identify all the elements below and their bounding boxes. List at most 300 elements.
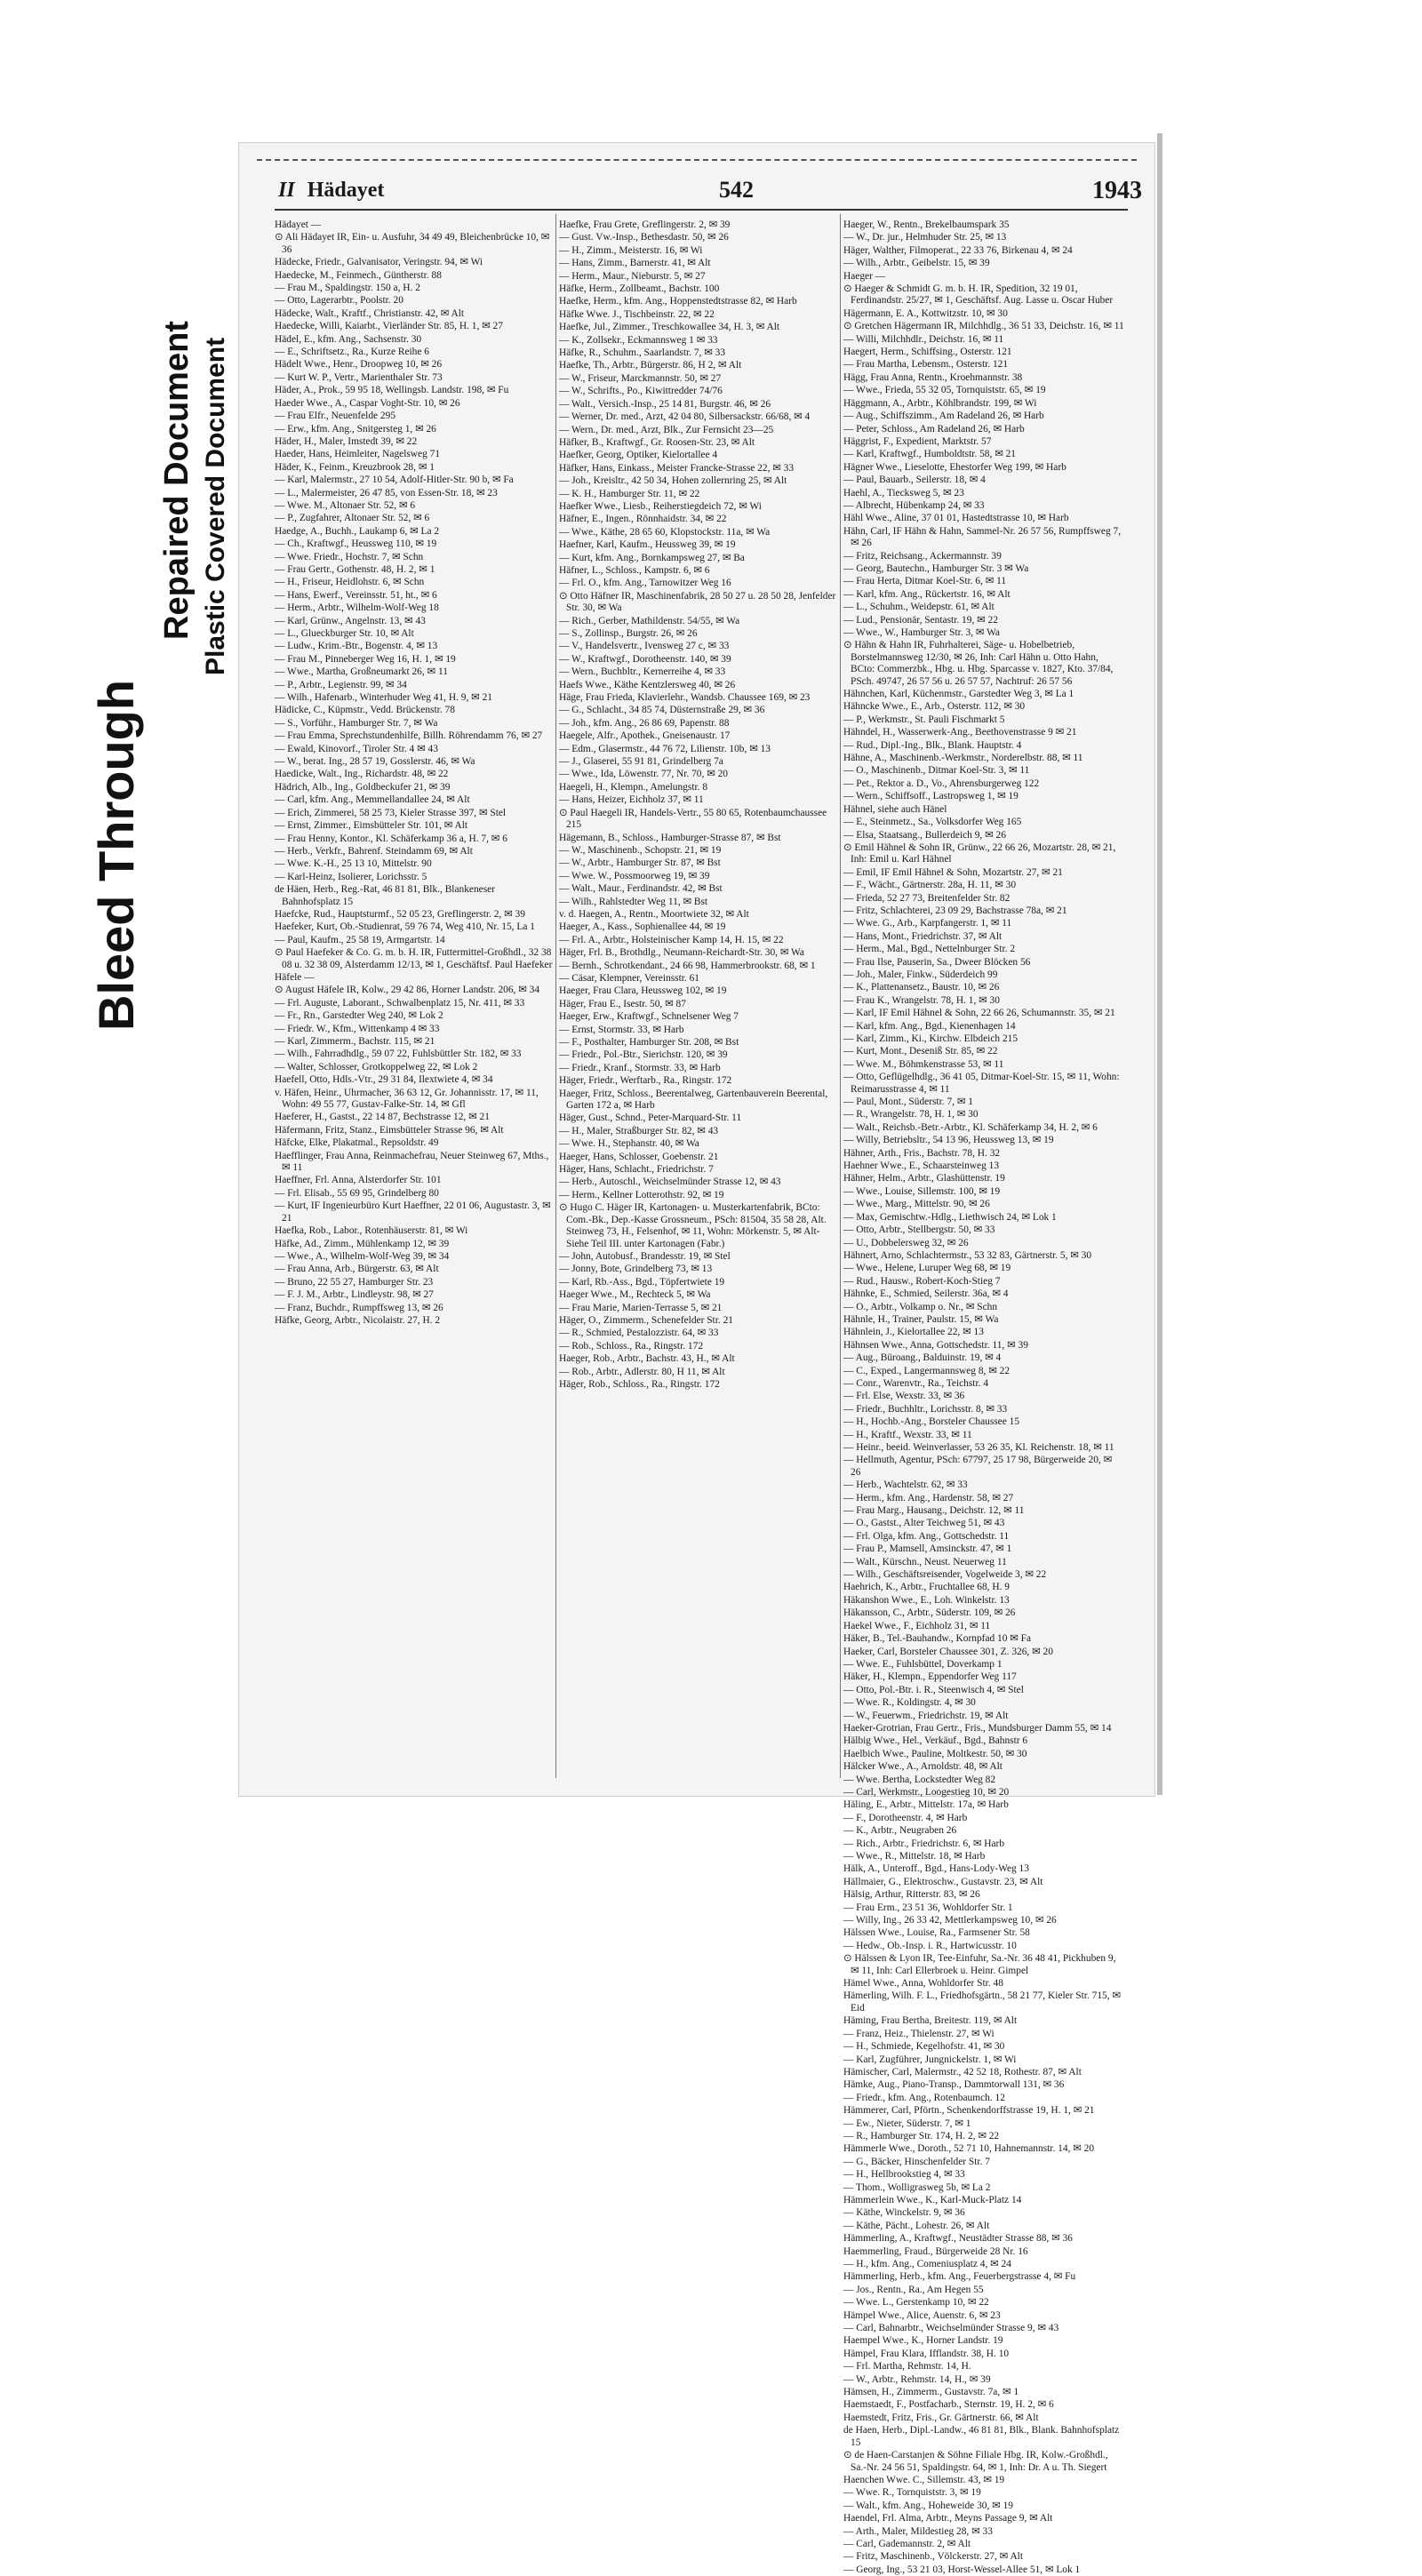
directory-entry: — Ewald, Kinovorf., Tiroler Str. 4 ✉ 43 [275,743,438,754]
directory-entry: — John, Autobusf., Brandesstr. 19, ✉ Stel [559,1250,731,1262]
directory-entry: — Georg, Ing., 53 21 03, Horst-Wessel-Allee 51, ✉ Lok 1 [843,2564,1081,2575]
directory-entry: Häkansson, C., Arbtr., Süderstr. 109, ✉ 26 [843,1607,1016,1619]
directory-entry: — W., Maschinenb., Schopstr. 21, ✉ 19 [559,844,722,856]
directory-entry: Häge, Frau Frieda, Klavierlehr., Wandsb. Chaussee 169, ✉ 23 [559,692,811,704]
directory-entry: Haefke, Herm., kfm. Ang., Hoppenstedtstrasse 82, ✉ Harb [559,296,797,307]
directory-entry: — Hans, Heizer, Eichholz 37, ✉ 11 [559,794,704,806]
directory-entry: Hähn, Carl, IF Hähn & Hahn, Sammel-Nr. 26 57 56, Rumpffsweg 7, ✉ 26 [843,525,1122,549]
directory-entry: Haeger, Rob., Arbtr., Bachstr. 43, H., ✉ Alt [559,1353,735,1365]
directory-entry: Haedicke, Walt., Ing., Richardstr. 48, ✉ 22 [275,769,449,780]
directory-entry: Haegeli, H., Klempn., Amelungstr. 8 [559,781,708,793]
directory-entry: — Paul, Bauarb., Seilerstr. 18, ✉ 4 [843,475,986,486]
directory-entry: — H., Friseur, Heidlohstr. 6, ✉ Schn [275,577,425,588]
directory-entry: — Wwe. H., Stephanstr. 40, ✉ Wa [559,1138,699,1150]
directory-entry: — Wilh., Arbtr., Geibelstr. 15, ✉ 39 [843,258,990,269]
directory-entry: Haemmerling, Fraud., Bürgerweide 28 Nr. 16 [843,2245,1028,2257]
directory-entry: Haefke, Jul., Zimmer., Treschkowallee 34, H. 3, ✉ Alt [559,322,780,333]
directory-entry: — H., Schmiede, Kegelhofstr. 41, ✉ 30 [843,2041,1005,2053]
directory-entry: — Frl. Auguste, Laborant., Schwalbenplatz 15, Nr. 411, ✉ 33 [275,997,525,1009]
directory-entry: — Joh., Kreisltr., 42 50 34, Hohen zollernring 25, ✉ Alt [559,475,787,487]
directory-entry: Häger, Frau E., Isestr. 50, ✉ 87 [559,998,686,1009]
directory-entry: — Kurt, kfm. Ang., Bornkampsweg 27, ✉ Ba [559,552,745,563]
directory-entry: — Friedr. W., Kfm., Wittenkamp 4 ✉ 33 [275,1023,440,1034]
directory-entry: Haefs Wwe., Käthe Kentzlersweg 40, ✉ 26 [559,679,736,690]
directory-entry: — Bernh., Schrotkendant., 24 66 98, Hammerbrookstr. 68, ✉ 1 [559,960,816,971]
directory-entry: — Wwe. Friedr., Hochstr. 7, ✉ Schn [275,551,424,562]
directory-entry: Hähl Wwe., Aline, 37 01 01, Hastedtstrasse 10, ✉ Harb [843,513,1069,524]
page-top-line [257,159,1137,161]
directory-entry: Häfke, Georg, Arbtr., Nicolaistr. 27, H. 2 [275,1314,441,1326]
directory-entry: — L., Schuhm., Weidepstr. 61, ✉ Alt [843,602,995,613]
directory-entry: — L., Glueckburger Str. 10, ✉ Alt [275,628,414,639]
directory-entry: Hädel, E., kfm. Ang., Sachsenstr. 30 [275,333,422,345]
directory-entry: — G., Bäcker, Hinschenfelder Str. 7 [843,2156,990,2167]
directory-entry: Haekel Wwe., F., Eichholz 31, ✉ 11 [843,1620,991,1631]
directory-entry: — Karl, Zimm., Ki., Kirchw. Elbdeich 215 [843,1033,1019,1044]
directory-entry: Haefell, Otto, Hdls.-Vtr., 29 31 84, Ilextwiete 4, ✉ 34 [275,1074,493,1086]
directory-entry: — F., Wächt., Gärtnerstr. 28a, H. 11, ✉ 30 [843,880,1017,891]
directory-entry: — Max, Gemischtw.-Hdlg., Liethwisch 24, ✉ Lok 1 [843,1211,1057,1223]
directory-entry: Hädecke, Friedr., Galvanisator, Veringstr. 94, ✉ Wi [275,257,483,268]
directory-entry: Haeger, Hans, Schlosser, Goebenstr. 21 [559,1151,719,1162]
directory-entry: — Karl, Zimmerm., Bachstr. 115, ✉ 21 [275,1036,435,1047]
directory-entry: Haempel Wwe., K., Horner Landstr. 19 [843,2335,1003,2347]
directory-entry: — H., kfm. Ang., Comeniusplatz 4, ✉ 24 [843,2259,1011,2269]
directory-entry: — R., Wrangelstr. 78, H. 1, ✉ 30 [843,1109,979,1121]
directory-entry: — Albrecht, Hübenkamp 24, ✉ 33 [843,499,985,511]
directory-entry: Haeger, A., Kass., Sophienallee 44, ✉ 19 [559,921,726,933]
directory-entry: ⊙ Gretchen Hägermann IR, Milchhdlg., 36 51 33, Deichstr. 16, ✉ 11 [843,321,1124,332]
directory-entry: — Frau Herta, Ditmar Koel-Str. 6, ✉ 11 [843,576,1007,587]
directory-entry: — Carl, Werkmstr., Loogestieg 10, ✉ 20 [843,1786,1010,1798]
directory-entry: — F., Dorotheenstr. 4, ✉ Harb [843,1812,968,1823]
repaired-document-label: Repaired Document [158,321,196,640]
directory-entry: — Jos., Rentn., Ra., Am Hegen 55 [843,2284,984,2295]
directory-entry: — Wwe., Martha, Großneumarkt 26, ✉ 11 [275,666,448,678]
directory-entry: — Ernst, Zimmer., Eimsbütteler Str. 101, ✉ Alt [275,820,468,832]
header-year: 1943 [1092,177,1142,204]
directory-entry: Hämmerlein Wwe., K., Karl-Muck-Platz 14 [843,2194,1022,2205]
directory-entry: — Joh., kfm. Ang., 26 86 69, Papenstr. 88 [559,717,730,729]
directory-entry: — U., Dobbelersweg 32, ✉ 26 [843,1237,969,1248]
directory-entry: de Haen, Herb., Dipl.-Landw., 46 81 81, Blk., Blank. Bahnhofsplatz 15 [843,2425,1120,2448]
directory-entry: — C., Exped., Langermannsweg 8, ✉ 22 [843,1365,1011,1376]
directory-entry: — K. H., Hamburger Str. 11, ✉ 22 [559,488,700,499]
directory-entry: Hähnke, E., Schmied, Seilerstr. 36a, ✉ 4 [843,1288,1009,1300]
directory-column-2 [559,219,840,1779]
directory-entry: ⊙ Emil Hähnel & Sohn IR, Grünw., 22 66 26, Mozartstr. 28, ✉ 21, Inh: Emil u. Karl Hähnel [843,841,1116,865]
directory-entry: Haelbich Wwe., Pauline, Moltkestr. 50, ✉ 30 [843,1748,1027,1759]
directory-entry: — Paul, Kaufm., 25 58 19, Armgartstr. 14 [275,934,445,945]
directory-entry: Hähndel, H., Wasserwerk-Ang., Beethovenstrasse 9 ✉ 21 [843,727,1077,738]
directory-entry: — Wilh., Rahlstedter Weg 11, ✉ Bst [559,896,708,907]
directory-entry: Haefflinger, Frau Anna, Reinmachefrau, Neuer Steinweg 67, Mths., ✉ 11 [275,1150,549,1174]
directory-entry: Haeker-Grotrian, Frau Gertr., Fris., Mundsburger Damm 55, ✉ 14 [843,1722,1112,1734]
directory-entry: — E., Steinmetz., Sa., Volksdorfer Weg 165 [843,817,1022,828]
directory-entry: — Rich., Gerber, Mathildenstr. 54/55, ✉ Wa [559,615,740,626]
directory-entry: — Karl, kfm. Ang., Rückertstr. 16, ✉ Alt [843,588,1011,600]
directory-entry: ⊙ Haeger & Schmidt G. m. b. H. IR, Spedition, 32 19 01, Ferdinandstr. 25/27, ✉ 1, Geschäftsf. Aug. Lasse u. Oscar Huber [843,283,1114,307]
directory-entry: Haeger, Frau Clara, Heussweg 102, ✉ 19 [559,985,727,997]
directory-entry: — Wwe. R., Koldingstr. 4, ✉ 30 [843,1697,976,1709]
directory-entry: — Fritz, Schlachterei, 23 09 29, Bachstrasse 78a, ✉ 21 [843,905,1067,916]
directory-entry: — Carl, Gademannstr. 2, ✉ Alt [843,2538,971,2549]
directory-entry: — L., Malermeister, 26 47 85, von Essen-Str. 18, ✉ 23 [275,487,498,498]
directory-entry: — Aug., Schiffszimm., Am Radeland 26, ✉ Harb [843,411,1044,422]
directory-entry: ⊙ Hähn & Hahn IR, Fuhrhalterei, Säge- u. Hobelbetrieb, Borstelmannsweg 12/30, ✉ 26, Inh: Carl Hähn u. Otto Hahn, BCto: Commerzbk., Hbg. u. Hbg. Sparcasse v. 1827, Kto. 37/84, PSch. 49747, 26 57 56 u. 26 57 57, Nachtruf: 26 57 56 [843,640,1114,687]
directory-entry: — Frau M., Pinneberger Weg 16, H. 1, ✉ 19 [275,653,456,665]
directory-entry: — Wilh., Hafenarb., Winterhuder Weg 41, H. 9, ✉ 21 [275,692,492,704]
directory-entry: — Frl. O., kfm. Ang., Tarnowitzer Weg 16 [559,578,731,589]
directory-entry: — Wilh., Fahrradhdlg., 59 07 22, Fuhlsbüttler Str. 182, ✉ 33 [275,1049,522,1060]
directory-entry: — Frau Erm., 23 51 36, Wohldorfer Str. 1 [843,1902,1013,1913]
directory-entry: — Wwe., W., Hamburger Str. 3, ✉ Wa [843,627,1000,638]
directory-entry: Häfke, Ad., Zimm., Mühlenkamp 12, ✉ 39 [275,1238,450,1249]
directory-entry: — Walt., Kürschn., Neust. Neuerweg 11 [843,1556,1007,1567]
directory-entry: ⊙ August Häfele IR, Kolw., 29 42 86, Horner Landstr. 206, ✉ 34 [275,985,540,996]
directory-entry: Hähnchen, Karl, Küchenmstr., Garstedter Weg 3, ✉ La 1 [843,689,1074,700]
directory-entry: Haefeker, Kurt, Ob.-Studienrat, 59 76 74, Weg 410, Nr. 15, La 1 [275,921,535,933]
directory-entry: — H., Hochb.-Ang., Borsteler Chaussee 15 [843,1416,1020,1428]
directory-entry: Haendel, Frl. Alma, Arbtr., Meyns Passage 9, ✉ Alt [843,2513,1053,2524]
page-edge [1157,133,1162,1795]
directory-entry: Haehner Wwe., E., Schaarsteinweg 13 [843,1160,1000,1172]
directory-entry: — S., Vorführ., Hamburger Str. 7, ✉ Wa [275,717,438,729]
directory-entry: — Ch., Kraftwgf., Heussweg 110, ✉ 19 [275,538,437,550]
directory-entry: ⊙ Hugo C. Häger IR, Kartonagen- u. Musterkartenfabrik, BCto: Com.-Bk., Dep.-Kasse Grossneum., PSch: 81504, 35 58 28, Alt. Steinweg 73, H., Felsenhof, ✉ 11, Wohn: Mörkenstr. 5, ✉ Alt- Siehe Teil III. unter Kartonagen (Fabr.) [559,1202,827,1249]
directory-entry: Hämischer, Carl, Malermstr., 42 52 18, Rothestr. 87, ✉ Alt [843,2066,1082,2078]
directory-entry: — Karl, Malermstr., 27 10 54, Adolf-Hitler-Str. 90 b, ✉ Fa [275,475,514,486]
directory-entry: Haeger Wwe., M., Rechteck 5, ✉ Wa [559,1289,711,1301]
directory-entry: Häger, Gust., Schnd., Peter-Marquard-Str. 11 [559,1113,742,1124]
directory-entry: — Werner, Dr. med., Arzt, 42 04 80, Silbersackstr. 66/68, ✉ 4 [559,411,811,423]
directory-entry: Häger, Friedr., Werftarb., Ra., Ringstr. 172 [559,1075,732,1087]
directory-entry: Hädecke, Walt., Kraftf., Christianstr. 42, ✉ Alt [275,307,465,319]
directory-entry: — Otto, Geflügelhdlg., 36 41 05, Ditmar-Koel-Str. 15, ✉ 11, Wohn: Reimarusstrasse 4, ✉ 11 [843,1072,1120,1095]
directory-entry: — Wern., Dr. med., Arzt, Blk., Zur Fernsicht 23—25 [559,424,774,435]
directory-entry: Häfker, B., Kraftwgf., Gr. Roosen-Str. 23, ✉ Alt [559,436,755,448]
directory-entry: Hähnle, H., Trainer, Paulstr. 15, ✉ Wa [843,1313,999,1325]
header-rule [275,209,1128,211]
directory-entry: — Walter, Schlosser, Grotkoppelweg 22, ✉ Lok 2 [275,1061,478,1073]
directory-entry: — P., Arbtr., Legienstr. 99, ✉ 34 [275,679,407,690]
directory-entry: — R., Schmied, Pestalozzistr. 64, ✉ 33 [559,1328,719,1339]
directory-entry: — Wwe., Louise, Sillemstr. 100, ✉ 19 [843,1185,1001,1197]
directory-entry: — J., Glaserei, 55 91 81, Grindelberg 7a [559,756,723,768]
directory-entry: — Herm., Arbtr., Wilhelm-Wolf-Weg 18 [275,602,439,614]
directory-entry: — Emil, IF Emil Hähnel & Sohn, Mozartstr. 27, ✉ 21 [843,866,1063,878]
directory-entry: — Herb., Autoschl., Weichselmünder Strasse 12, ✉ 43 [559,1176,781,1188]
directory-entry: — Friedr., kfm. Ang., Rotenbaumch. 12 [843,2092,1005,2103]
directory-entry: — Frau Gertr., Gothenstr. 48, H. 2, ✉ 1 [275,563,435,575]
directory-entry: — Herb., Wachtelstr. 62, ✉ 33 [843,1479,968,1491]
directory-entry: — Frau Marg., Hausang., Deichstr. 12, ✉ 11 [843,1505,1025,1517]
directory-entry: — Walt., Maur., Ferdinandstr. 42, ✉ Bst [559,883,723,895]
directory-entry: Häfner, L., Schloss., Kampstr. 6, ✉ 6 [559,564,710,576]
directory-entry: — Herm., Mal., Bgd., Nettelnburger Str. 2 [843,944,1016,955]
directory-entry: — R., Hamburger Str. 174, H. 2, ✉ 22 [843,2130,1000,2141]
directory-entry: — Wilh., Geschäftsreisender, Vogelweide 3, ✉ 22 [843,1569,1047,1581]
directory-entry: — Käthe, Winckelstr. 9, ✉ 36 [843,2207,965,2219]
directory-entry: Hädrich, Alb., Ing., Goldbeckufer 21, ✉ 39 [275,781,451,793]
directory-entry: — Jonny, Bote, Grindelberg 73, ✉ 13 [559,1264,713,1275]
directory-entry: Haegele, Alfr., Apothek., Gneisenaustr. 17 [559,730,731,742]
directory-entry: Häger, Frl. B., Brothdlg., Neumann-Reichardt-Str. 30, ✉ Wa [559,947,804,959]
directory-entry: Hämmerle Wwe., Doroth., 52 71 10, Hahnemannstr. 14, ✉ 20 [843,2143,1095,2155]
directory-entry: — H., Hellbrookstieg 4, ✉ 33 [843,2169,965,2181]
directory-entry: Haefker, Georg, Optiker, Kielortallee 4 [559,450,718,461]
directory-entry: — Frieda, 52 27 73, Breitenfelder Str. 82 [843,892,1011,904]
directory-entry: — Paul, Mont., Süderstr. 7, ✉ 1 [843,1097,973,1108]
directory-entry: — Edm., Glasermstr., 44 76 72, Lilienstr. 10b, ✉ 13 [559,743,771,754]
directory-entry: — Walt., kfm. Ang., Hoheweide 30, ✉ 19 [843,2500,1013,2511]
directory-entry: — Wwe. Bertha, Lockstedter Weg 82 [843,1774,996,1785]
directory-entry: — W., Feuerwm., Friedrichstr. 19, ✉ Alt [843,1710,1009,1721]
page-number: 542 [719,177,754,203]
directory-entry: Haenchen Wwe. C., Sillemstr. 43, ✉ 19 [843,2474,1005,2485]
directory-entry: Haefke, Frau Grete, Greflingerstr. 2, ✉ 39 [559,219,731,230]
directory-entry: — W., Schrifts., Po., Kiwittredder 74/76 [559,386,723,397]
directory-entry: — P., Zugfahrer, Altonaer Str. 52, ✉ 6 [275,513,430,524]
directory-entry: Häker, B., Tel.-Bauhandw., Kornpfad 10 ✉ Fa [843,1633,1032,1645]
directory-entry: ⊙ Ali Hädayet IR, Ein- u. Ausfuhr, 34 49 49, Bleichenbrücke 10, ✉ 36 [275,232,550,255]
directory-entry: Hämpel Wwe., Alice, Auenstr. 6, ✉ 23 [843,2309,1001,2321]
directory-entry: Haeger, Erw., Kraftwgf., Schnelsener Weg 7 [559,1011,739,1023]
directory-entry: — Herm., Maur., Nieburstr. 5, ✉ 27 [559,270,706,282]
directory-entry: — Walt., Reichsb.-Betr.-Arbtr., Kl. Schäferkamp 34, H. 2, ✉ 6 [843,1121,1098,1133]
directory-entry: Hälbig Wwe., Hel., Verkäuf., Bgd., Bahnstr 6 [843,1735,1028,1747]
plastic-covered-label: Plastic Covered Document [201,337,230,675]
directory-entry: Häggrist, F., Expedient, Marktstr. 57 [843,435,992,447]
directory-entry: Hällmaier, G., Elektroschw., Gustavstr. 23, ✉ Alt [843,1876,1043,1887]
directory-entry: — Walt., Versich.-Insp., 25 14 81, Burgstr. 46, ✉ 26 [559,398,771,410]
directory-entry: Häfermann, Fritz, Stanz., Eimsbütteler Strasse 96, ✉ Alt [275,1124,504,1136]
directory-entry: — Conr., Warenvtr., Ra., Teichstr. 4 [843,1377,989,1389]
directory-entry: Hämmerling, Herb., kfm. Ang., Feuerbergstrasse 4, ✉ Fu [843,2271,1076,2283]
directory-entry: — Franz, Buchdr., Rumpffsweg 13, ✉ 26 [275,1302,443,1313]
directory-entry: — Karl, kfm. Ang., Bgd., Kienenhagen 14 [843,1020,1016,1032]
directory-entry: — Georg, Bautechn., Hamburger Str. 3 ✉ Wa [843,562,1029,574]
directory-entry: — Kurt, IF Ingenieurbüro Kurt Haeffner, 22 01 06, Augustastr. 3, ✉ 21 [275,1200,551,1224]
directory-entry: Hähnsen Wwe., Anna, Gottschedstr. 11, ✉ 39 [843,1339,1028,1351]
directory-entry: — Wwe., A., Wilhelm-Wolf-Weg 39, ✉ 34 [275,1250,450,1262]
directory-entry: Häfner, E., Ingen., Rönnhaidstr. 34, ✉ 22 [559,514,727,525]
directory-entry: — Friedr., Kranf., Stormstr. 33, ✉ Harb [559,1062,721,1073]
directory-entry: — Herm., kfm. Ang., Hardenstr. 58, ✉ 27 [843,1492,1014,1503]
header-section: Hädayet [307,179,385,202]
directory-entry: — Erich, Zimmerei, 58 25 73, Kieler Strasse 397, ✉ Stel [275,807,507,818]
directory-entry: Hämmerer, Carl, Pförtn., Schenkendorffstrasse 19, H. 1, ✉ 21 [843,2105,1095,2117]
directory-entry: — P., Werkmstr., St. Pauli Fischmarkt 5 [843,714,1005,725]
directory-entry: — Wwe., Frieda, 55 32 05, Tornquiststr. 65, ✉ 19 [843,385,1046,396]
directory-entry: — Wwe. W., Possmoorweg 19, ✉ 39 [559,870,710,881]
directory-entry: ⊙ Otto Häfner IR, Maschinenfabrik, 28 50 27 u. 28 50 28, Jenfelder Str. 30, ✉ Wa [559,590,836,614]
directory-entry: Häger, Hans, Schlacht., Friedrichstr. 7 [559,1164,714,1176]
directory-entry: Häger, Walther, Filmoperat., 22 33 76, Birkenau 4, ✉ 24 [843,244,1073,256]
directory-entry: Häfker, Hans, Einkass., Meister Francke-Strasse 22, ✉ 33 [559,462,795,474]
directory-entry: — Ludw., Krim.-Btr., Bogenstr. 4, ✉ 13 [275,641,438,652]
directory-entry: Hämel Wwe., Anna, Wohldorfer Str. 48 [843,1978,1003,1990]
directory-entry: Hägg, Frau Anna, Rentn., Kroehmannstr. 38 [843,371,1023,383]
directory-entry: Haemstaedt, F., Postfacharb., Sternstr. 19, H. 2, ✉ 6 [843,2399,1054,2411]
directory-entry: v. Häfen, Heinr., Uhrmacher, 36 63 12, Gr. Johannisstr. 17, ✉ 11, Wohn: 49 55 77, Gustav-Falke-Str. 14, ✉ Gfl [275,1087,539,1111]
directory-entry: Hähne, A., Maschinenb.-Werkmstr., Norderelbstr. 88, ✉ 11 [843,753,1083,764]
directory-entry: Hälsig, Arthur, Ritterstr. 83, ✉ 26 [843,1889,980,1901]
directory-entry: — Otto, Lagerarbtr., Poolstr. 20 [275,295,403,307]
directory-entry: Haedge, A., Buchh., Laukamp 6, ✉ La 2 [275,525,440,537]
directory-entry: — Hans, Zimm., Barnerstr. 41, ✉ Alt [559,258,711,269]
directory-entry: Haehl, A., Tiecksweg 5, ✉ 23 [843,487,964,498]
page-header-left [278,179,384,203]
directory-entry: — Wwe. M., Altonaer Str. 52, ✉ 6 [275,499,416,511]
directory-entry: — Karl, Rb.-Ass., Bgd., Töpfertwiete 19 [559,1276,725,1288]
directory-entry: — Frl. Else, Wexstr. 33, ✉ 36 [843,1391,965,1402]
directory-entry: Haefker Wwe., Liesb., Reiherstiegdeich 72, ✉ Wi [559,500,762,512]
directory-column-1 [275,219,555,1779]
column-divider [840,214,841,1778]
directory-entry: — Rud., Hausw., Robert-Koch-Stieg 7 [843,1275,1001,1287]
directory-entry: — Willi, Milchhdlr., Deichstr. 16, ✉ 11 [843,333,1004,345]
directory-entry: — Pet., Rektor a. D., Vo., Ahrensburgerweg 122 [843,778,1040,789]
directory-entry: — H., Kraftf., Wexstr. 33, ✉ 11 [843,1429,972,1440]
directory-entry: Hämpel, Frau Klara, Ifflandstr. 38, H. 10 [843,2348,1010,2359]
header-roman: II [278,179,295,202]
directory-entry: — Rud., Dipl.-Ing., Blk., Blank. Hauptstr. 4 [843,739,1022,751]
directory-entry: — Wwe., Käthe, 28 65 60, Klopstockstr. 11a, ✉ Wa [559,526,771,538]
directory-entry: Haeferer, H., Gastst., 22 14 87, Bechstrasse 12, ✉ 21 [275,1112,490,1123]
directory-entry: — Frau Ilse, Pauserin, Sa., Dweer Blöcken 56 [843,956,1031,968]
directory-entry: — Käthe, Pächt., Lohestr. 26, ✉ Alt [843,2220,990,2231]
directory-entry: — Fritz, Reichsang., Ackermannstr. 39 [843,550,1002,562]
directory-entry: Häfke, R., Schuhm., Saarlandstr. 7, ✉ 33 [559,347,726,359]
directory-entry: — Friedr., Buchhltr., Lorichsstr. 8, ✉ 33 [843,1403,1008,1415]
directory-entry: Hämerling, Wilh. F. L., Friedhofsgärtn., 58 21 77, Kieler Str. 715, ✉ Eid [843,1990,1121,2014]
directory-entry: — Karl-Heinz, Isolierer, Lorichsstr. 5 [275,871,427,882]
directory-entry: Haedecke, Willi, Kaiarbt., Vierländer Str. 85, H. 1, ✉ 27 [275,321,503,332]
directory-entry: — Hans, Mont., Friedrichstr. 37, ✉ Alt [843,930,1003,942]
directory-entry: — Friedr., Pol.-Btr., Sierichstr. 120, ✉ 39 [559,1049,728,1061]
directory-entry: Hähnert, Arno, Schlachtermstr., 53 32 83, Gärtnerstr. 5, ✉ 30 [843,1249,1092,1261]
directory-entry: — Wwe. R., Tornquiststr. 3, ✉ 19 [843,2487,981,2499]
directory-entry: — Frau K., Wrangelstr. 78, H. 1, ✉ 30 [843,994,1000,1006]
directory-entry: ⊙ Hälssen & Lyon IR, Tee-Einfuhr, Sa.-Nr. 36 48 41, Pickhuben 9, ✉ 11, Inh: Carl Ellerbroek u. Heinr. Gimpel [843,1953,1116,1976]
directory-entry: Häkanshon Wwe., E., Loh. Winkelstr. 13 [843,1594,1010,1606]
directory-entry: — K., Arbtr., Neugraben 26 [843,1825,957,1837]
directory-entry: — S., Zollinsp., Burgstr. 26, ✉ 26 [559,628,698,639]
directory-entry: — E., Schriftsetz., Ra., Kurze Reihe 6 [275,347,429,358]
directory-entry: — Fr., Rn., Garstedter Weg 240, ✉ Lok 2 [275,1010,443,1022]
directory-entry: — V., Handelsvertr., Ivensweg 27 c, ✉ 33 [559,641,730,652]
directory-entry: Häfcke, Elke, Plakatmal., Repsoldstr. 49 [275,1137,439,1149]
directory-entry: — Rob., Arbtr., Adlerstr. 80, H 11, ✉ Alt [559,1366,725,1377]
directory-entry: — Wwe. K.-H., 25 13 10, Mittelstr. 90 [275,858,432,870]
directory-entry: ⊙ Paul Haegeli IR, Handels-Vertr., 55 80 65, Rotenbaumchaussee 215 [559,807,827,831]
directory-entry: — Karl, IF Emil Hähnel & Sohn, 22 66 26, Schumannstr. 35, ✉ 21 [843,1008,1115,1019]
directory-entry: Hägemann, B., Schloss., Hamburger-Strasse 87, ✉ Bst [559,832,781,843]
directory-entry: Hälcker Wwe., A., Arnoldstr. 48, ✉ Alt [843,1761,1003,1773]
directory-entry: Hämsen, H., Zimmerm., Gustavstr. 7a, ✉ 1 [843,2387,1019,2398]
directory-entry: — Wwe. E., Fuhlsbüttel, Doverkamp 1 [843,1658,1003,1670]
directory-entry: Haedecke, M., Feinmech., Güntherstr. 88 [275,269,442,281]
directory-entry: — Frl. A., Arbtr., Holsteinischer Kamp 14, H. 15, ✉ 22 [559,934,784,945]
directory-entry: — Frau Elfr., Neuenfelde 295 [275,411,396,422]
directory-entry: — Karl, Zugführer, Jungnickelstr. 1, ✉ Wi [843,2054,1017,2065]
directory-entry: — W., berat. Ing., 28 57 19, Gosslerstr. 46, ✉ Wa [275,756,475,768]
directory-entry: Hähnel, siehe auch Hänel [843,803,947,815]
directory-entry: — Rich., Arbtr., Friedrichstr. 6, ✉ Harb [843,1838,1005,1849]
directory-entry: — Aug., Büroang., Balduinstr. 19, ✉ 4 [843,1352,1002,1364]
directory-entry: de Häen, Herb., Reg.-Rat, 46 81 81, Blk., Blankeneser Bahnhofsplatz 15 [275,884,496,907]
directory-entry: Haeker, Carl, Borsteler Chaussee 301, Z. 326, ✉ 20 [843,1646,1053,1657]
directory-entry: Häfele — [275,971,315,983]
directory-entry: — Arth., Maler, Mildestieg 28, ✉ 33 [843,2525,993,2537]
directory-entry: — O., Gastst., Alter Teichweg 51, ✉ 43 [843,1518,1005,1529]
directory-entry: — Hellmuth, Agentur, PSch: 67797, 25 17 98, Bürgerweide 20, ✉ 26 [843,1455,1113,1478]
directory-entry: — W., Arbtr., Hamburger Str. 87, ✉ Bst [559,857,721,869]
directory-entry: — Bruno, 22 55 27, Hamburger Str. 23 [275,1276,434,1288]
directory-entry: Hädayet — [275,219,322,230]
directory-entry: — Frl. Martha, Rehmstr. 14, H. [843,2361,971,2373]
directory-entry: Haefcke, Rud., Hauptsturmf., 52 05 23, Greflingerstr. 2, ✉ 39 [275,908,525,920]
directory-entry: Häger, O., Zimmerm., Schenefelder Str. 21 [559,1314,733,1326]
directory-entry: — Frau Emma, Sprechstundenhilfe, Billh. Röhrendamm 76, ✉ 27 [275,730,543,742]
directory-entry: — O., Maschinenb., Ditmar Koel-Str. 3, ✉ 11 [843,765,1030,777]
directory-entry: Haegert, Herm., Schiffsing., Osterstr. 121 [843,347,1012,358]
directory-entry: — Carl, Bahnarbtr., Weichselmünder Strasse 9, ✉ 43 [843,2323,1059,2334]
directory-entry: — Franz, Heiz., Thielenstr. 27, ✉ Wi [843,2028,995,2039]
directory-entry: — Frau Henny, Kontor., Kl. Schäferkamp 36 a, H. 7, ✉ 6 [275,833,507,844]
directory-entry: Hädelt Wwe., Henr., Droopweg 10, ✉ 26 [275,359,443,371]
directory-entry: — F., Posthalter, Hamburger Str. 208, ✉ Bst [559,1037,739,1048]
directory-entry: — Wwe., R., Mittelstr. 18, ✉ Harb [843,1851,986,1862]
directory-entry: — Otto, Arbtr., Stellbergstr. 50, ✉ 33 [843,1224,995,1236]
directory-entry: — Peter, Schloss., Am Radeland 26, ✉ Harb [843,423,1025,435]
directory-entry: — Frl. Olga, kfm. Ang., Gottschedstr. 11 [843,1530,1010,1542]
directory-entry: — W., Kraftwgf., Dorotheenstr. 140, ✉ 39 [559,653,731,665]
directory-entry: Hägermann, E. A., Kottwitzstr. 10, ✉ 30 [843,307,1008,319]
directory-entry: — Gust. Vw.-Insp., Bethesdastr. 50, ✉ 26 [559,232,729,243]
directory-entry: Haeffner, Frl. Anna, Alsterdorfer Str. 101 [275,1175,442,1186]
directory-entry: — Wern., Schiffsoff., Lastropsweg 1, ✉ 19 [843,791,1019,802]
directory-entry: — Willy, Ing., 26 33 42, Mettlerkampsweg 10, ✉ 26 [843,1915,1057,1926]
directory-entry: Hähner, Arth., Fris., Bachstr. 78, H. 32 [843,1147,1001,1159]
directory-entry: Hähner, Helm., Arbtr., Glashüttenstr. 19 [843,1173,1005,1184]
directory-entry: ⊙ de Haen-Carstanjen & Söhne Filiale Hbg. IR, Kolw.-Großhdl., Sa.-Nr. 24 56 51, Spaldingstr. 64, ✉ 1, Inh: Dr. A u. Th. Siegert [843,2450,1108,2473]
directory-entry: — Frau Martha, Lebensm., Osterstr. 121 [843,359,1009,371]
directory-entry: — Herb., Verkfr., Bahrenf. Steindamm 69, ✉ Alt [275,845,473,857]
directory-entry: — Frau M., Spaldingstr. 150 a, H. 2 [275,283,420,294]
directory-entry: — Wwe. L., Gerstenkamp 10, ✉ 22 [843,2297,989,2309]
directory-entry: — Wwe., Helene, Luruper Weg 68, ✉ 19 [843,1263,1011,1274]
directory-entry: Haeder, Hans, Heimleiter, Nagelsweg 71 [275,449,441,460]
directory-entry: — Wwe. M., Böhmkenstrasse 53, ✉ 11 [843,1058,1004,1070]
directory-entry: — Karl, Grünw., Angelnstr. 13, ✉ 43 [275,615,426,626]
directory-entry: — W., Friseur, Marckmannstr. 50, ✉ 27 [559,372,722,384]
bleed-through-label: Bleed Through [88,679,144,1031]
directory-entry: — Wwe. G., Arb., Karpfangerstr. 1, ✉ 11 [843,918,1012,929]
directory-entry: Hädicke, C., Küpmstr., Vedd. Brückenstr. 78 [275,705,455,716]
directory-entry: — Ernst, Stormstr. 33, ✉ Harb [559,1024,684,1035]
directory-entry: — Wwe., Ida, Löwenstr. 77, Nr. 70, ✉ 20 [559,769,728,780]
directory-entry: Häming, Frau Bertha, Breitestr. 119, ✉ Alt [843,2015,1018,2027]
directory-entry: Hähnlein, J., Kielortallee 22, ✉ 13 [843,1327,984,1338]
directory-entry: — W., Dr. jur., Helmhuder Str. 25, ✉ 13 [843,232,1007,243]
directory-entry: Häfke Wwe. J., Tischbeinstr. 22, ✉ 22 [559,308,715,320]
directory-entry: — Karl, Kraftwgf., Humboldtstr. 58, ✉ 21 [843,449,1016,460]
directory-entry: Haefner, Karl, Kaufm., Heussweg 39, ✉ 19 [559,539,736,551]
column-divider [555,214,556,1778]
directory-entry: Häggmann, A., Arbtr., Köhlbrandstr. 199, ✉ Wi [843,397,1037,409]
